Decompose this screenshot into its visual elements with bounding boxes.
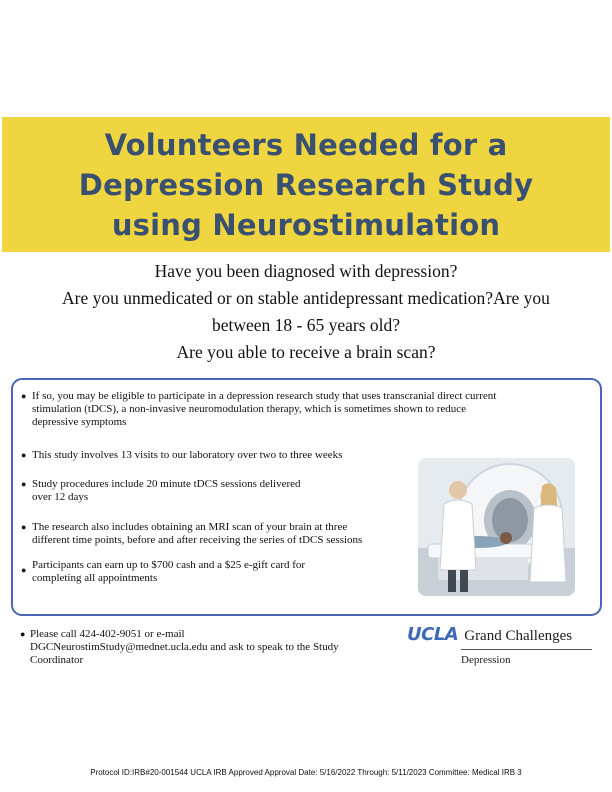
question-3: between 18 - 65 years old? bbox=[211, 315, 401, 335]
list-item bbox=[21, 390, 496, 429]
ucla-wordmark: UCLA bbox=[407, 624, 459, 645]
program-area: Depression bbox=[461, 654, 511, 666]
headline-line-2: Depression Research Study bbox=[78, 167, 534, 202]
contact-line-email[interactable]: DGCNeurostimStudy@mednet.ucla.edu and ask to speak to the Study bbox=[30, 641, 339, 653]
bullet-icon: ● bbox=[21, 565, 27, 575]
ucla-grand-challenges-logo bbox=[407, 624, 592, 666]
headline-line-3: using Neurostimulation bbox=[111, 207, 501, 242]
list-item bbox=[21, 478, 301, 504]
bullet-text: This study involves 13 visits to our laboratory over two to three weeks bbox=[32, 449, 343, 461]
bullet-text: completing all appointments bbox=[32, 572, 158, 584]
list-item bbox=[21, 559, 305, 585]
irb-footer: Protocol ID:IRB#20-001544 UCLA IRB Approved Approval Date: 5/16/2022 Through: 5/11/2023 Committee: Medical IRB 3 bbox=[90, 768, 522, 777]
bullet-text: stimulation (tDCS), a non-invasive neuromodulation therapy, which is sometimes shown to reduce bbox=[32, 403, 467, 415]
question-2: Are you unmedicated or on stable antidepressant medication?Are you bbox=[62, 288, 550, 308]
bullet-text: Participants can earn up to $700 cash and a $25 e-gift card for bbox=[32, 559, 306, 571]
bullet-text: depressive symptoms bbox=[32, 416, 127, 428]
contact-line-phone: Please call 424-402-9051 or e-mail bbox=[30, 628, 185, 640]
list-item bbox=[21, 449, 342, 462]
program-name: Grand Challenges bbox=[464, 628, 573, 644]
list-item bbox=[21, 521, 362, 547]
bullet-icon: ● bbox=[21, 522, 27, 532]
study-details-card bbox=[11, 378, 602, 616]
bullet-icon: ● bbox=[21, 450, 27, 460]
bullet-text: different time points, before and after receiving the series of tDCS sessions bbox=[32, 534, 363, 546]
headline-banner bbox=[2, 117, 610, 252]
bullet-icon: ● bbox=[21, 479, 27, 489]
contact-info bbox=[20, 628, 339, 667]
question-1: Have you been diagnosed with depression? bbox=[154, 261, 458, 281]
screening-questions bbox=[0, 258, 612, 366]
question-4: Are you able to receive a brain scan? bbox=[176, 342, 436, 362]
bullet-text: If so, you may be eligible to participate in a depression research study that uses transcranial direct current bbox=[32, 390, 497, 402]
logo-divider bbox=[461, 649, 592, 650]
headline-line-1: Volunteers Needed for a bbox=[104, 127, 508, 162]
bullet-text: over 12 days bbox=[32, 491, 89, 503]
bullet-icon: ● bbox=[21, 391, 27, 401]
bullet-text: The research also includes obtaining an MRI scan of your brain at three bbox=[32, 521, 348, 533]
bullet-icon: ● bbox=[20, 629, 26, 639]
mri-scanner-photo bbox=[418, 458, 575, 596]
contact-line-coordinator: Coordinator bbox=[30, 654, 84, 666]
bullet-text: Study procedures include 20 minute tDCS sessions delivered bbox=[32, 478, 301, 490]
